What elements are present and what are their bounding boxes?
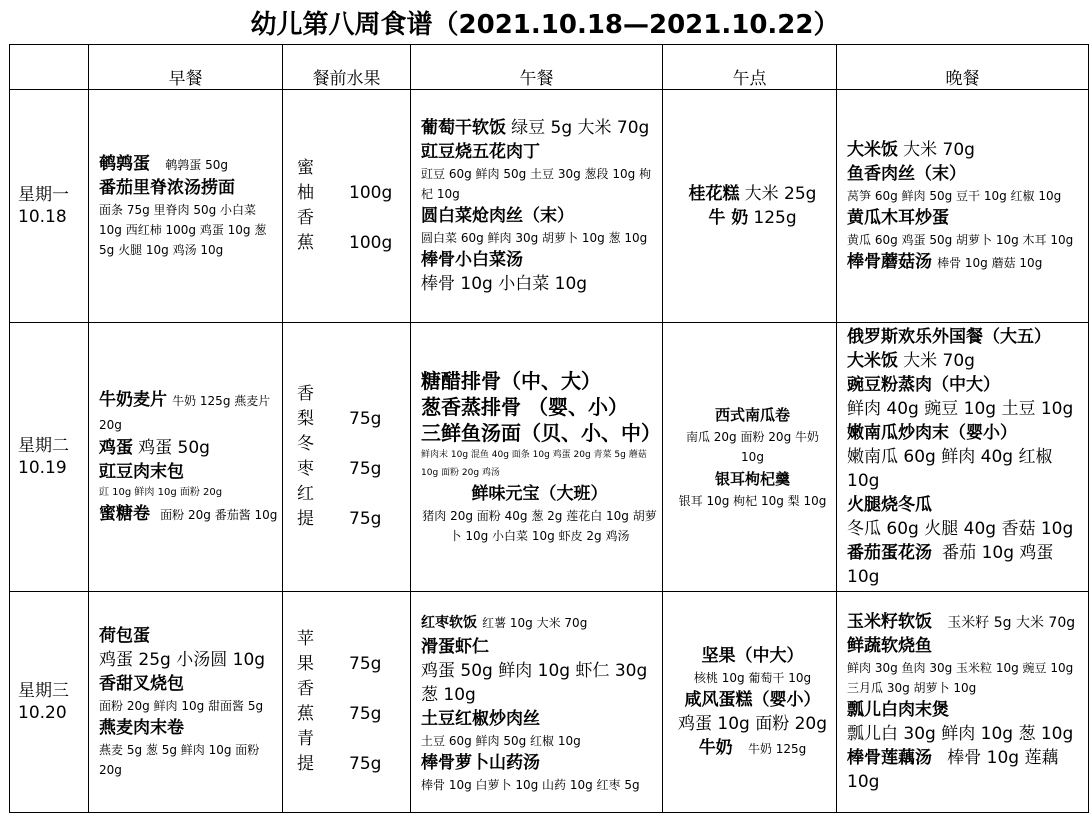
dish-ingredients: 黄瓜 60g 鸡蛋 50g 胡萝卜 10g 木耳 10g [847, 233, 1074, 247]
dish-ingredients: 面条 75g 里脊肉 50g 小白菜 10g 西红柿 100g 鸡蛋 10g 葱 5g 火腿 10g 鸡汤 10g [99, 203, 267, 257]
header-dinner: 晚餐 [837, 45, 1089, 90]
dish-ingredients: 冬瓜 60g 火腿 40g 香菇 10g [847, 519, 1074, 539]
dish-name: 牛 奶 [708, 208, 749, 228]
dish-name: 鹌鹑蛋 [99, 154, 150, 174]
dish-ingredients: 猪肉 20g 面粉 40g 葱 2g 莲花白 10g 胡萝卜 10g 小白菜 10g 虾皮 2g 鸡汤 [422, 509, 657, 543]
header-fruit: 餐前水果 [283, 45, 411, 90]
dinner-cell [837, 592, 1089, 813]
day-cell [10, 323, 89, 592]
header-lunch: 午餐 [411, 45, 663, 90]
dish-name: 鲜味元宝（大班） [471, 484, 608, 504]
dish-name: 蜜糖卷 [99, 504, 150, 524]
fruit-name: 香梨 [297, 384, 330, 429]
dish-name: 咸风蛋糕（婴小） [684, 690, 821, 710]
day-date: 10.18 [18, 207, 67, 227]
dish-name: 荷包蛋 [99, 626, 150, 646]
dish-name: 大米饭 [847, 140, 898, 160]
dish-name: 银耳枸杞羹 [714, 470, 790, 488]
dish-name: 豌豆粉蒸肉（中大） [847, 375, 1000, 395]
dish-ingredients: 玉米籽 5g 大米 70g [947, 615, 1076, 631]
dish-name: 棒骨莲藕汤 [847, 748, 932, 768]
dish-name: 俄罗斯欢乐外国餐（大五） [847, 327, 1051, 347]
dish-ingredients: 圆白菜 60g 鲜肉 30g 胡萝卜 10g 葱 10g [421, 231, 648, 245]
dish-name: 番茄蛋花汤 [847, 543, 932, 563]
dish-ingredients: 牛奶 125g [747, 742, 807, 756]
fruit-cell [283, 592, 411, 813]
dish-name: 嫩南瓜炒肉末（婴小） [847, 423, 1017, 443]
lunch-cell [411, 592, 663, 813]
menu-table [9, 44, 1089, 813]
dish-ingredients: 银耳 10g 枸杞 10g 梨 10g [678, 494, 827, 508]
fruit-qty: 100g [349, 233, 393, 253]
lunch-cell [411, 90, 663, 323]
day-row-monday [10, 90, 1089, 323]
dish-ingredients: 绿豆 5g 大米 70g [511, 118, 650, 138]
day-cell [10, 90, 89, 323]
fruit-name: 青提 [297, 729, 330, 774]
header-row [10, 45, 1089, 90]
day-row-tuesday [10, 323, 1089, 592]
dish-name: 玉米籽软饭 [847, 612, 932, 632]
header-day [10, 45, 89, 90]
dish-ingredients: 棒骨 10g 白萝卜 10g 山药 10g 红枣 5g [421, 777, 640, 792]
fruit-name: 苹果 [297, 629, 330, 674]
fruit-name: 红提 [297, 484, 330, 529]
fruit-qty: 75g [349, 654, 382, 674]
dish-ingredients: 瓢儿白 30g 鲜肉 10g 葱 10g [847, 724, 1074, 744]
dish-ingredients: 鸡蛋 25g 小汤圆 10g [99, 650, 266, 670]
breakfast-cell [89, 90, 283, 323]
dish-name: 三鲜鱼汤面（贝、小、中） [421, 421, 661, 445]
dish-ingredients: 棒骨 10g 蘑菇 10g [937, 256, 1043, 270]
fruit-cell [283, 323, 411, 592]
dish-ingredients: 鸡蛋 50g 鲜肉 10g 虾仁 30g 葱 10g [421, 660, 648, 705]
dish-name: 圆白菜炝肉丝（末） [421, 206, 574, 226]
fruit-name: 冬枣 [297, 434, 330, 479]
dish-name: 鸡蛋 [99, 438, 133, 458]
day-date: 10.20 [18, 703, 67, 723]
dinner-cell [837, 323, 1089, 592]
fruit-qty: 100g [349, 183, 393, 203]
dish-ingredients: 南瓜 20g 面粉 20g 牛奶 10g [685, 430, 820, 464]
dish-ingredients: 鸡蛋 10g 面粉 20g [677, 714, 828, 734]
dish-ingredients: 番茄 10g 鸡蛋 10g [847, 543, 1054, 587]
dish-ingredients: 棒骨 10g 小白菜 10g [421, 274, 588, 294]
fruit-name: 蜜柚 [297, 158, 330, 203]
dish-ingredients: 鲜肉 40g 豌豆 10g 土豆 10g [847, 399, 1074, 419]
dish-name: 西式南瓜卷 [714, 406, 790, 424]
dish-ingredients: 鸡蛋 50g [138, 438, 210, 458]
day-name: 星期三 [18, 681, 69, 701]
fruit-qty: 75g [349, 754, 382, 774]
day-row-wednesday [10, 592, 1089, 813]
dish-ingredients: 莴笋 60g 鲜肉 50g 豆干 10g 红椒 10g [847, 189, 1062, 203]
dish-ingredients: 面粉 20g 鲜肉 10g 甜面酱 5g [99, 699, 264, 713]
dish-name: 黄瓜木耳炒蛋 [847, 208, 949, 228]
dish-ingredients: 牛奶 125g 燕麦片 20g [99, 394, 271, 432]
dish-ingredients: 面粉 20g 番茄酱 10g [160, 508, 278, 522]
dish-ingredients: 豇 10g 鲜肉 10g 面粉 20g [99, 487, 223, 498]
dish-ingredients: 大米 25g [744, 184, 817, 204]
dish-name: 葡萄干软饭 [421, 118, 506, 138]
dish-ingredients: 土豆 60g 鲜肉 50g 红椒 10g [421, 733, 581, 748]
dish-ingredients: 大米 70g [903, 140, 975, 160]
dish-ingredients: 豇豆 60g 鲜肉 50g 土豆 30g 葱段 10g 枸杞 10g [421, 167, 652, 201]
dish-ingredients: 125g [753, 208, 797, 228]
dish-name: 棒骨小白菜汤 [421, 250, 523, 270]
dish-name: 滑蛋虾仁 [421, 636, 489, 657]
breakfast-cell [89, 592, 283, 813]
dish-name: 火腿烧冬瓜 [847, 495, 932, 515]
dish-name: 糖醋排骨（中、大） [421, 369, 601, 393]
day-date: 10.19 [18, 458, 67, 478]
header-snack: 午点 [663, 45, 837, 90]
fruit-qty: 75g [349, 409, 382, 429]
dish-name: 棒骨萝卜山药汤 [421, 752, 540, 773]
dish-name: 瓢儿白肉末煲 [847, 700, 949, 720]
dish-name: 鲜蔬软烧鱼 [847, 636, 932, 656]
dish-ingredients: 燕麦 5g 葱 5g 鲜肉 10g 面粉 20g [99, 743, 260, 777]
dish-name: 红枣软饭 [421, 614, 477, 631]
header-breakfast: 早餐 [89, 45, 283, 90]
dish-ingredients: 核桃 10g 葡萄干 10g [693, 671, 812, 685]
dish-name: 桂花糕 [688, 184, 740, 204]
fruit-qty: 75g [349, 459, 382, 479]
dish-ingredients: 大米 70g [903, 351, 975, 371]
day-cell [10, 592, 89, 813]
snack-cell [663, 592, 837, 813]
day-name: 星期一 [18, 185, 69, 205]
dish-name: 牛奶 [698, 738, 733, 758]
dish-name: 鱼香肉丝（末） [847, 164, 966, 184]
dish-name: 大米饭 [847, 351, 898, 371]
fruit-name: 香蕉 [297, 679, 330, 724]
breakfast-cell [89, 323, 283, 592]
page-title: 幼儿第八周食谱（2021.10.18—2021.10.22） [250, 10, 840, 40]
snack-cell [663, 90, 837, 323]
lunch-cell [411, 323, 663, 592]
fruit-qty: 75g [349, 704, 382, 724]
snack-cell [663, 323, 837, 592]
dish-ingredients: 鲜肉 30g 鱼肉 30g 玉米粒 10g 豌豆 10g 三月瓜 30g 胡萝卜 10g [847, 661, 1074, 695]
fruit-cell [283, 90, 411, 323]
dish-name: 葱香蒸排骨 （婴、小） [421, 395, 628, 419]
dish-name: 豇豆烧五花肉丁 [421, 142, 540, 162]
dish-ingredients: 棒骨 10g 莲藕 10g [847, 748, 1059, 792]
dish-name: 燕麦肉末卷 [99, 718, 184, 738]
day-name: 星期二 [18, 436, 69, 456]
dish-name: 土豆红椒炒肉丝 [421, 708, 540, 729]
dish-name: 棒骨蘑菇汤 [847, 252, 932, 272]
dish-ingredients: 红薯 10g 大米 70g [482, 615, 588, 630]
dish-name: 牛奶麦片 [99, 390, 167, 410]
fruit-name: 香蕉 [297, 208, 330, 253]
dish-name: 番茄里脊浓汤捞面 [99, 178, 235, 198]
dish-ingredients: 鲜肉末 10g 混鱼 40g 面条 10g 鸡蛋 20g 青菜 5g 蘑菇 10g 面粉 20g 鸡汤 [421, 450, 647, 478]
dish-ingredients: 嫩南瓜 60g 鲜肉 40g 红椒 10g [847, 447, 1053, 491]
dish-name: 豇豆肉末包 [99, 462, 184, 482]
dinner-cell [837, 90, 1089, 323]
dish-name: 香甜叉烧包 [99, 674, 184, 694]
dish-name: 坚果（中大） [701, 646, 804, 666]
fruit-qty: 75g [349, 509, 382, 529]
dish-ingredients: 鹌鹑蛋 50g [165, 158, 228, 172]
